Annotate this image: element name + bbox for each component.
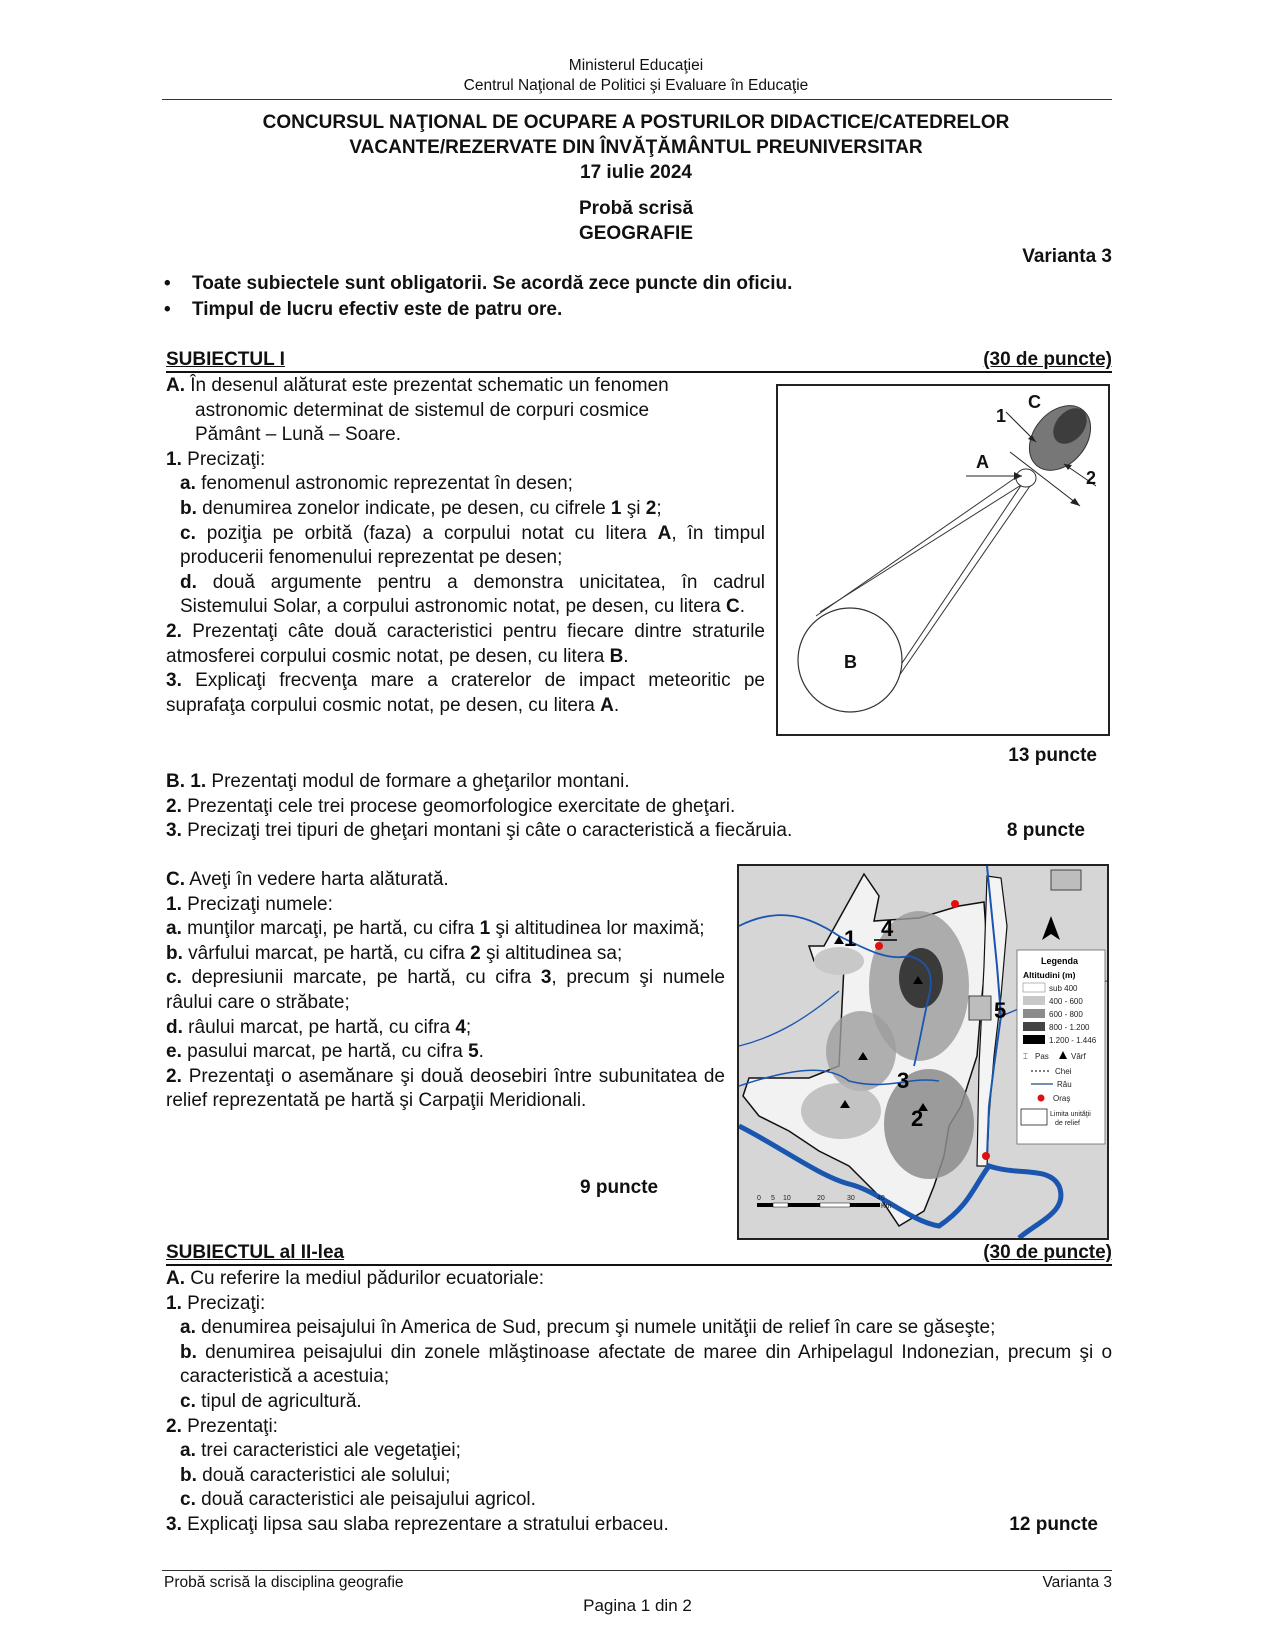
center-name: Centrul Naţional de Politici şi Evaluare în Educaţie [463,77,809,94]
svg-text:0: 0 [757,1195,761,1202]
label-zone-2: 2 [1086,468,1097,488]
part-b-points: 8 puncte [1006,820,1085,841]
title-line-2: VACANTE/REZERVATE DIN ÎNVĂŢĂMÂNTUL PREUNIVERSITAR [349,137,923,158]
svg-text:Vârf: Vârf [1071,1052,1086,1061]
exam-subject: GEOGRAFIE [578,223,693,244]
pass-symbol [1051,870,1081,890]
subject-1-part-c: C. Aveţi în vedere harta alăturată. 1. Precizaţi numele: a. munţilor marcaţi, pe hartă, cu cifra 1 şi altitudinea lor maximă; b. vârfului marcat, pe hartă, cu cifra 2 şi altitudinea sa; c. depresiunii marcate, pe hartă, cu cifra 3, precum şi numele râului care o străbate; d. râului marcat, pe hartă, cu cifra 4; e. pasului marcat, pe hartă, cu cifra 5. 2. Prezentaţi o asemănare şi două deosebiri între subunitatea de relief reprezentată pe hartă şi Carpaţii Meridionali. [166,869,725,1112]
label-b: B [844,652,857,672]
svg-text:⌶: ⌶ [1023,1052,1028,1061]
map-marker-4: 4 [881,916,894,941]
subject-2-part-a: A. Cu referire la mediul pădurilor ecuatoriale: 1. Precizaţi: a. denumirea peisajului în America de Sud, precum şi numele unităţii de relief în care se găseşte; b. denumirea peisajului din zonele mlăştinoase afectate de maree din Arhipelagul Indonezian, precum şi o caracteristică a acestuia; c. tipul de agricultură. 2. Prezentaţi: a. trei caracteristici ale vegetaţiei; b. două caracteristici ale solului; c. două caracteristici ale peisajului agricol. 3. Explicaţi lipsa sau slaba reprezentare a stratului erbaceu. [166,1268,1113,1535]
map-marker-3: 3 [897,1068,910,1093]
part-a-points: 13 puncte [1008,745,1097,766]
map-marker-5: 5 [994,998,1007,1023]
svg-text:40: 40 [877,1195,885,1202]
title-line-1: CONCURSUL NAŢIONAL DE OCUPARE A POSTURILOR DIDACTICE/CATEDRELOR [262,112,1010,133]
svg-text:10: 10 [783,1195,791,1202]
exam-type: Probă scrisă [578,198,694,219]
relief-map [737,864,1109,1240]
svg-text:Pas: Pas [1035,1052,1049,1061]
svg-text:Râu: Râu [1057,1080,1072,1089]
svg-text:400 - 600: 400 - 600 [1049,997,1083,1006]
page-number: Pagina 1 din 2 [583,1596,692,1615]
town-marker [875,942,883,950]
eclipse-diagram [776,384,1110,736]
label-a: A [976,452,989,472]
footer-right: Varianta 3 [1042,1574,1112,1591]
svg-text:600 - 800: 600 - 800 [1049,1010,1083,1019]
subject-2-part-a-points: 12 puncte [1009,1514,1098,1535]
variant-label: Varianta 3 [1022,246,1112,267]
svg-text:1.200 - 1.446: 1.200 - 1.446 [1049,1036,1097,1045]
svg-text:800 - 1.200: 800 - 1.200 [1049,1023,1090,1032]
svg-text:Altitudini (m): Altitudini (m) [1023,970,1076,980]
svg-text:Chei: Chei [1055,1067,1072,1076]
svg-text:Legenda: Legenda [1041,956,1079,966]
town-marker [982,1152,990,1160]
header-rule [162,99,1112,100]
part-c-points: 9 puncte [580,1177,659,1198]
ministry-name: Ministerul Educaţiei [568,57,704,74]
subject-1-heading: SUBIECTUL I (30 de puncte) [166,346,1112,373]
svg-text:Km: Km [881,1203,892,1210]
exam-date: 17 iulie 2024 [580,162,692,183]
map-marker-1: 1 [844,926,857,951]
svg-text:Limita unităţii: Limita unităţii [1050,1111,1091,1118]
svg-text:sub 400: sub 400 [1049,984,1078,993]
eclipse-drawing [778,386,1108,734]
svg-text:5: 5 [771,1195,775,1202]
map-drawing [739,866,1107,1238]
svg-text:30: 30 [847,1195,855,1202]
footer-rule [162,1570,1112,1571]
pass-5-symbol [969,996,991,1020]
map-legend [1017,950,1105,1144]
svg-text:de relief: de relief [1055,1120,1080,1127]
label-zone-1: 1 [996,406,1007,426]
instruction-1: • Toate subiectele sunt obligatorii. Se acordă zece puncte din oficiu. [164,272,792,297]
instruction-2: • Timpul de lucru efectiv este de patru ore. [164,298,562,323]
subject-2-heading: SUBIECTUL al II-lea (30 de puncte) [166,1239,1112,1266]
footer-left: Probă scrisă la disciplina geografie [164,1574,404,1591]
subject-1-part-b: B. 1. Prezentaţi modul de formare a gheţarilor montani. 2. Prezentaţi cele trei procese geomorfologice exercitate de gheţari. 3. Precizaţi trei tipuri de gheţari montani şi câte o caracteristică a fiecăruia. [166,771,793,842]
subject-1-part-a: A. În desenul alăturat este prezentat schematic un fenomen astronomic determinat de sistemul de corpuri cosmice Pământ – Lună – Soare. 1. Precizaţi: a. fenomenul astronomic reprezentat în desen; b. denumirea zonelor indicate, pe desen, cu cifrele 1 şi 2; c. poziţia pe orbită (faza) a corpului notat cu litera A, în timpul producerii fenomenului reprezentat pe desen; d. două argumente pentru a demonstra unicitatea, în cadrul Sistemului Solar, a corpului astronomic notat, pe desen, cu litera C. 2. Prezentaţi câte două caracteristici pentru fiecare dintre straturile atmosferei corpului cosmic notat, pe desen, cu litera B. 3. Explicaţi frecvenţa mare a craterelor de impact meteoritic pe suprafaţa corpului cosmic notat, pe desen, cu litera A. [166,375,766,716]
town-marker [951,900,959,908]
map-marker-2: 2 [911,1106,924,1131]
svg-text:Oraş: Oraş [1053,1094,1071,1103]
svg-text:20: 20 [817,1195,825,1202]
bullet: • [164,299,171,320]
label-c: C [1028,392,1041,412]
bullet: • [164,273,171,294]
